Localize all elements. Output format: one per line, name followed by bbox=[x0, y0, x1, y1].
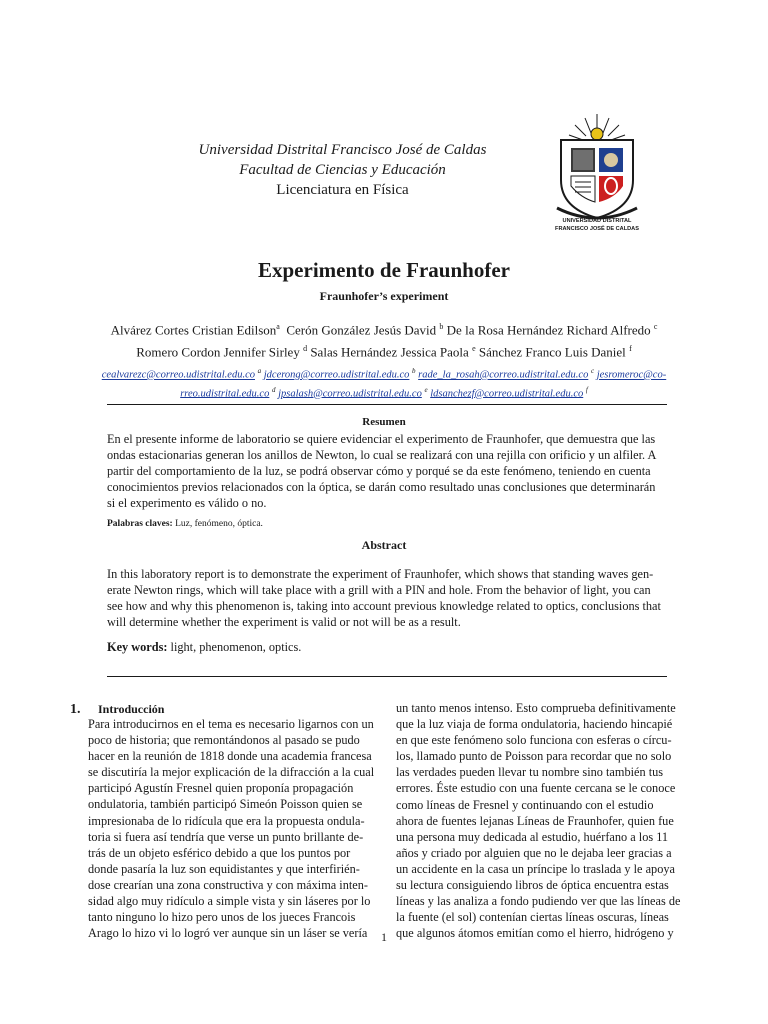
author-affil: c bbox=[653, 322, 658, 331]
text-line: tanto ninguno lo hizo pero unos de los jueces Francois bbox=[88, 910, 356, 925]
faculty-name: Facultad de Ciencias y Educación bbox=[239, 162, 446, 178]
left-column bbox=[88, 716, 378, 941]
text-line: sidad algo muy ridículo a simple vista y sin láseres por lo bbox=[88, 894, 371, 909]
text-line: toria si fuera así tendría que verse un punto brillante de- bbox=[88, 829, 364, 844]
section-title: Introducción bbox=[98, 702, 165, 716]
text-line: en que este fenómeno solo funciona con esferas o círcu- bbox=[396, 733, 672, 748]
text-line: partir del comportamiento de la luz, se podrá observar cómo y porqué se da este fenómeno, teniendo en cuenta bbox=[107, 464, 651, 478]
text-line: donde pasaría la luz son equidistantes y que interfirién- bbox=[88, 861, 360, 876]
email-link[interactable]: ldsanchezf@correo.udistrital.edu.co bbox=[430, 388, 584, 399]
svg-text:UNIVERSIDAD DISTRITAL: UNIVERSIDAD DISTRITAL bbox=[562, 218, 632, 224]
text-line: erate Newton rings, which will take place with a grill with a PIN and hole. From the behavior of light, you can bbox=[107, 583, 651, 597]
email-link[interactable]: jpsalash@correo.udistrital.edu.co bbox=[278, 388, 422, 399]
text-line: will determine whether the experiment is valid or not will be as a result. bbox=[107, 615, 461, 629]
text-line: los, llamado punto de Poisson para recordar que no solo bbox=[396, 749, 672, 764]
email-affil: a bbox=[257, 367, 262, 375]
email-link[interactable]: rreo.udistrital.edu.co bbox=[180, 388, 270, 399]
email-link[interactable]: jdcerong@correo.udistrital.edu.co bbox=[263, 369, 410, 381]
email-affil: b bbox=[412, 367, 416, 375]
university-name: Universidad Distrital Francisco José de Caldas bbox=[198, 142, 487, 158]
email-affil: c bbox=[590, 367, 595, 375]
text-line: años y criado por alguien que no le dejaba leer gracias a bbox=[396, 845, 672, 860]
text-line: líneas y las analiza a fondo pudiendo ver que las líneas de bbox=[396, 894, 681, 909]
keywords-label: Palabras claves: bbox=[107, 519, 173, 529]
text-line: see how and why this phenomenon is, taking into account previous knowledge related to optics, conclusions that bbox=[107, 599, 661, 613]
divider bbox=[107, 404, 667, 405]
author-name: Alvárez Cortes Cristian Edilson bbox=[110, 322, 277, 338]
text-line: Para introducirnos en el tema es necesario ligarnos con un bbox=[88, 717, 374, 731]
text-line: errores. Éste estudio con una fuente cercana se le conoce bbox=[396, 781, 676, 796]
text-line: trás de un objeto esférico debido a que los puntos por bbox=[88, 845, 351, 860]
author-emails bbox=[70, 364, 698, 401]
text-line: las verdades pueden llevar tu nombre sino también tus bbox=[396, 765, 664, 780]
text-line: un tanto menos intenso. Esto comprueba definitivamente bbox=[396, 701, 676, 715]
author-affil: f bbox=[629, 344, 632, 354]
keywords-label: Key words: bbox=[107, 640, 168, 654]
author-name: Salas Hernández Jessica Paola bbox=[310, 344, 469, 360]
author-name: Cerón González Jesús David bbox=[286, 322, 437, 338]
institution-header bbox=[150, 140, 535, 200]
text-line: que la luz viaja de forma ondulatoria, haciendo hincapié bbox=[396, 717, 673, 732]
divider bbox=[107, 676, 667, 677]
text-line: como líneas de Fresnel y continuando con el estudio bbox=[396, 797, 654, 812]
text-line: su lectura consiguiendo libros de óptica encuentra estas bbox=[396, 878, 669, 893]
author-list bbox=[60, 317, 708, 362]
section-number: 1. bbox=[70, 702, 81, 717]
text-line: una persona muy dedicada al estudio, huérfano a los 11 bbox=[396, 829, 669, 844]
text-line: que algunos átomos emitían como el hierro, hidrógeno y bbox=[396, 926, 674, 941]
text-line: conocimientos previos relacionados con la óptica, se darán como resultado unas conclusiones que determinarán bbox=[107, 480, 656, 494]
email-affil: e bbox=[424, 385, 428, 394]
author-affil: d bbox=[303, 344, 308, 354]
email-link[interactable]: cealvarezc@correo.udistrital.edu.co bbox=[101, 369, 255, 381]
text-line: si el experimento es válido o no. bbox=[107, 496, 267, 510]
author-name: Romero Cordon Jennifer Sirley bbox=[136, 344, 300, 360]
email-link[interactable]: jesromeroc@co- bbox=[596, 369, 667, 381]
resumen-heading: Resumen bbox=[362, 416, 406, 428]
abstract-heading: Abstract bbox=[361, 538, 407, 552]
abstract-body bbox=[107, 566, 667, 630]
keywords-value: light, phenomenon, optics. bbox=[170, 640, 302, 654]
author-affil: a bbox=[276, 322, 280, 331]
author-name: De la Rosa Hernández Richard Alfredo bbox=[446, 322, 651, 338]
svg-text:FRANCISCO JOSÉ DE CALDAS: FRANCISCO JOSÉ DE CALDAS bbox=[555, 226, 639, 232]
text-line: poco de historia; que remontándonos al pasado se pudo bbox=[88, 733, 360, 748]
resumen-body bbox=[107, 431, 667, 511]
email-link[interactable]: rade_la_rosah@correo.udistrital.edu.co bbox=[418, 369, 589, 381]
text-line: se discutiría la mejor explicación de la difracción a la cual bbox=[88, 765, 375, 780]
text-line: impresionaba de lo ridícula que era la propuesta ondula- bbox=[88, 813, 365, 828]
text-line: un accidente en la casa un príncipe lo traslada y le apoya bbox=[396, 861, 675, 876]
right-column bbox=[396, 700, 696, 941]
keywords-value: Luz, fenómeno, óptica. bbox=[175, 519, 263, 529]
text-line: hacer en la reunión de 1818 donde una academia francesa bbox=[88, 749, 372, 764]
key-words bbox=[107, 640, 301, 655]
text-line: dose crearían una zona constructiva y con máxima inten- bbox=[88, 877, 368, 892]
text-line: Arago lo hizo vi lo logró ver aunque sin un láser se vería bbox=[88, 926, 368, 941]
text-line: ondulatoria, también participó Simeón Poisson quien se bbox=[88, 797, 363, 812]
author-affil: e bbox=[472, 344, 476, 354]
text-line: la fuente (el sol) contenían ciertas líneas oscuras, líneas bbox=[396, 910, 669, 925]
text-line: ahora de fuentes lejanas Líneas de Fraunhofer, quien fue bbox=[396, 813, 674, 828]
text-line: ondas estacionarias generan los anillos de Newton, lo cual se realizará con una rejilla con orificio y un alfiler. A bbox=[107, 448, 657, 462]
author-line-1 bbox=[60, 317, 708, 339]
university-seal-icon bbox=[545, 110, 649, 238]
paper-subtitle: Fraunhofer’s experiment bbox=[319, 289, 449, 303]
author-name: Sánchez Franco Luis Daniel bbox=[478, 344, 626, 360]
author-line-2 bbox=[60, 339, 708, 361]
email-affil: d bbox=[271, 385, 276, 394]
email-affil: f bbox=[585, 385, 588, 394]
text-line: In this laboratory report is to demonstrate the experiment of Fraunhofer, which shows that standing waves gen- bbox=[107, 567, 654, 581]
paper-title: Experimento de Fraunhofer bbox=[258, 258, 510, 282]
page-number: 1 bbox=[381, 930, 387, 944]
text-line: participó Agustín Fresnel quien proponía propagación bbox=[88, 781, 354, 796]
program-name: Licenciatura en Física bbox=[276, 182, 409, 198]
university-logo bbox=[545, 110, 649, 238]
author-affil: b bbox=[439, 322, 444, 331]
text-line: En el presente informe de laboratorio se quiere evidenciar el experimento de Fraunhofer, que demuestra que las bbox=[107, 432, 656, 446]
palabras-claves bbox=[107, 519, 263, 529]
